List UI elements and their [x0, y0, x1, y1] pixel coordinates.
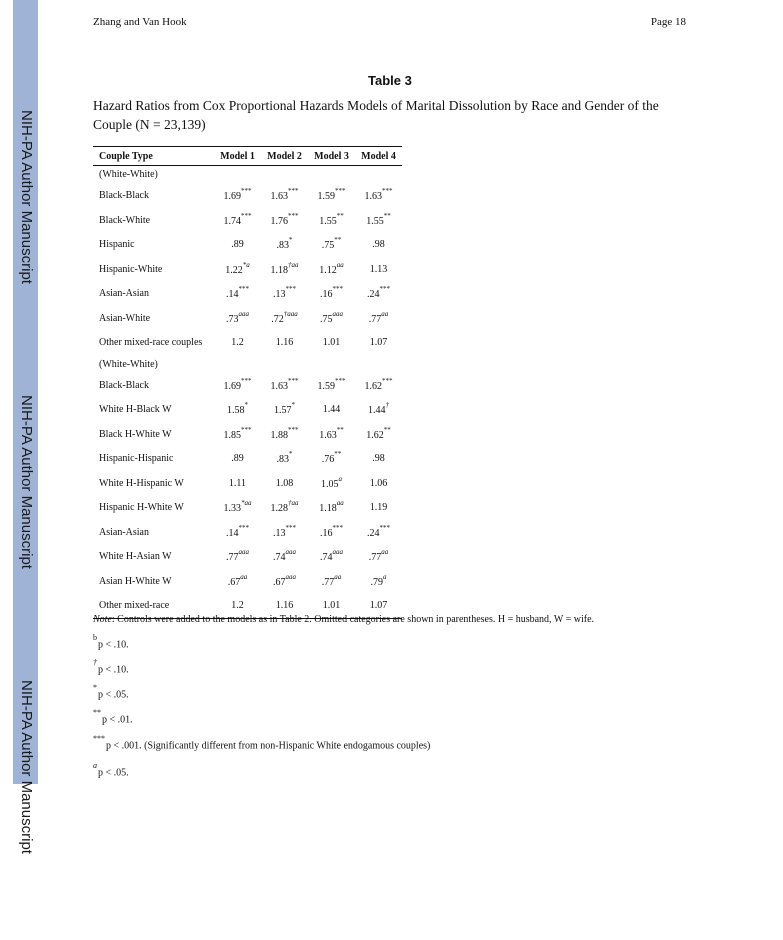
significance-marker: aa: [240, 572, 248, 581]
hazard-ratio-value: 1.33: [223, 503, 241, 515]
significance-marker: aa: [336, 499, 344, 508]
model-2-cell: [261, 306, 308, 331]
hazard-ratio-value: .77: [368, 552, 382, 564]
hazard-ratio-value: 1.44: [322, 404, 341, 416]
hazard-ratio-value: 1.85: [223, 429, 241, 441]
note-label: Note: [93, 614, 112, 625]
model-4-cell: [355, 398, 402, 423]
table-row: [93, 496, 402, 521]
hazard-ratio-value: 1.44: [368, 405, 386, 417]
significance-marker: *aa: [241, 499, 252, 508]
significance-marker: **: [336, 211, 344, 220]
model-2-cell: [261, 496, 308, 521]
model-4-cell: [355, 233, 402, 258]
hazard-ratio-value: 1.55: [366, 215, 384, 227]
couple-type-cell: Asian-White: [99, 312, 151, 324]
model-2-cell: [261, 166, 308, 184]
table-header-row: [93, 147, 402, 166]
couple-type-cell: (White-White): [99, 169, 158, 181]
significance-marker: †aa: [288, 260, 299, 269]
header-model-1: Model 1: [220, 150, 255, 162]
table-label: Table 3: [368, 73, 412, 88]
hazard-ratio-value: 1.12: [319, 264, 337, 276]
model-2-cell: [261, 520, 308, 545]
footnote: [93, 734, 431, 752]
significance-marker: aaa: [285, 572, 296, 581]
couple-type-cell: Asian-Asian: [99, 288, 149, 300]
hazard-ratio-value: .67: [273, 576, 286, 588]
table-row: [93, 422, 402, 447]
hazard-ratio-value: 1.59: [317, 380, 335, 392]
footnote-mark: **: [93, 708, 101, 717]
footnote-text: p < .10.: [98, 639, 129, 651]
model-4-cell: [355, 496, 402, 521]
table-row: [93, 257, 402, 282]
couple-type-cell: White H-Hispanic W: [99, 477, 184, 489]
significance-marker: **: [383, 211, 391, 220]
model-2-cell: [261, 373, 308, 398]
hazard-ratio-value: 1.05: [321, 478, 339, 490]
model-4-cell: [355, 471, 402, 496]
significance-marker: ***: [288, 425, 299, 434]
model-2-cell: [261, 398, 308, 423]
footnote-mark: a: [93, 761, 97, 770]
footnote-text: p < .001. (Significantly different from non-Hispanic White endogamous couples): [106, 740, 431, 752]
table-row: [93, 355, 402, 373]
hazard-ratio-value: .77: [368, 313, 382, 325]
model-4-cell: [355, 545, 402, 570]
table-row: [93, 306, 402, 331]
model-2-cell: [261, 545, 308, 570]
hazard-ratio-value: 1.11: [228, 477, 247, 489]
model-3-cell: [308, 184, 355, 209]
significance-marker: ***: [241, 425, 252, 434]
significance-marker: *a: [242, 260, 250, 269]
running-head: Zhang and Van Hook: [93, 16, 187, 28]
table-row: [93, 282, 402, 307]
model-1-cell: [214, 306, 261, 331]
model-1-cell: [214, 331, 261, 356]
table-container: [93, 146, 402, 619]
couple-type-cell: Black-Black: [99, 190, 149, 202]
significance-marker: ***: [241, 187, 252, 196]
couple-type-cell: Black-Black: [99, 379, 149, 391]
couple-type-cell: Black-White: [99, 214, 151, 226]
model-1-cell: [214, 447, 261, 472]
hazard-ratio-value: .16: [320, 527, 333, 539]
significance-marker: aaa: [332, 548, 343, 557]
couple-type-cell: Hispanic H-White W: [99, 502, 184, 514]
hazard-ratio-value: 1.18: [270, 264, 288, 276]
hazard-ratio-value: 1.06: [369, 477, 388, 489]
significance-marker: ***: [335, 187, 346, 196]
significance-marker: ***: [379, 285, 390, 294]
significance-marker: aa: [381, 309, 389, 318]
model-3-cell: [308, 257, 355, 282]
model-3-cell: [308, 306, 355, 331]
hazard-ratio-value: .75: [320, 313, 333, 325]
footnote: [93, 761, 129, 779]
table-row: [93, 166, 402, 184]
hazard-ratio-value: .67: [227, 576, 241, 588]
couple-type-cell: Asian H-White W: [99, 575, 172, 587]
hazard-ratio-value: .24: [367, 527, 380, 539]
significance-marker: a: [383, 572, 387, 581]
couple-type-cell: Hispanic: [99, 239, 135, 251]
model-4-cell: [355, 355, 402, 373]
note-text: : Controls were added to the models as in Table 2. Omitted categories are shown in parentheses. H = husband, W = wife.: [111, 614, 595, 625]
hazard-ratio-value: 1.22: [225, 264, 243, 276]
hazard-ratio-value: 1.16: [275, 600, 294, 611]
significance-marker: *: [289, 236, 293, 245]
model-1-cell: [214, 496, 261, 521]
significance-marker: †aa: [288, 499, 299, 508]
hazard-ratio-value: 1.63: [270, 191, 288, 203]
significance-marker: ***: [288, 376, 299, 385]
hazard-ratio-value: 1.57: [274, 405, 292, 417]
table-row: [93, 545, 402, 570]
model-3-cell: [308, 208, 355, 233]
model-3-cell: [308, 569, 355, 594]
significance-marker: a: [338, 474, 342, 483]
hazard-ratio-value: .83: [276, 454, 289, 466]
hazard-ratio-value: 1.62: [364, 380, 382, 392]
significance-marker: ***: [379, 523, 390, 532]
hazard-ratio-value: .83: [276, 240, 289, 252]
couple-type-cell: White H-Black W: [99, 404, 172, 416]
hazard-ratio-value: 1.13: [369, 263, 388, 275]
hazard-ratio-value: .98: [372, 239, 385, 251]
model-1-cell: [214, 233, 261, 258]
table-row: [93, 184, 402, 209]
footnote-mark: b: [93, 633, 97, 642]
significance-marker: ***: [241, 376, 252, 385]
couple-type-cell: Hispanic-White: [99, 263, 163, 275]
header-model-2: Model 2: [267, 150, 302, 162]
hazard-ratio-value: .14: [226, 527, 239, 539]
hazard-ratio-value: 1.07: [369, 337, 388, 349]
hazard-ratio-value: .73: [226, 313, 239, 325]
model-2-cell: [261, 184, 308, 209]
significance-marker: ***: [335, 376, 346, 385]
hazard-ratio-value: 1.01: [322, 337, 341, 349]
hazard-ratio-table: [93, 146, 402, 619]
significance-marker: **: [336, 425, 344, 434]
model-1-cell: [214, 355, 261, 373]
model-4-cell: [355, 520, 402, 545]
hazard-ratio-value: 1.01: [322, 600, 341, 611]
significance-marker: ***: [288, 187, 299, 196]
hazard-ratio-value: 1.63: [270, 380, 288, 392]
hazard-ratio-value: 1.18: [319, 503, 337, 515]
model-3-cell: [308, 520, 355, 545]
couple-type-cell: Other mixed-race: [99, 600, 170, 611]
hazard-ratio-value: 1.16: [275, 337, 294, 349]
model-2-cell: [261, 471, 308, 496]
header-couple-type: Couple Type: [99, 150, 153, 162]
table-note: [93, 614, 713, 625]
significance-marker: †aaa: [283, 309, 298, 318]
hazard-ratio-value: 1.62: [366, 429, 384, 441]
model-3-cell: [308, 373, 355, 398]
footnote: [93, 633, 129, 651]
table-row: [93, 471, 402, 496]
model-2-cell: [261, 208, 308, 233]
hazard-ratio-value: .72: [271, 313, 284, 325]
table-row: [93, 373, 402, 398]
model-3-cell: [308, 331, 355, 356]
footnote-text: p < .10.: [98, 664, 129, 676]
model-2-cell: [261, 447, 308, 472]
model-1-cell: [214, 569, 261, 594]
hazard-ratio-value: .89: [231, 239, 244, 251]
significance-marker: ***: [382, 376, 393, 385]
table-row: [93, 233, 402, 258]
hazard-ratio-value: .16: [320, 289, 333, 301]
significance-marker: *: [244, 401, 248, 410]
table-row: [93, 520, 402, 545]
significance-marker: ***: [238, 285, 249, 294]
model-1-cell: [214, 184, 261, 209]
hazard-ratio-value: .74: [273, 552, 286, 564]
table-row: [93, 569, 402, 594]
table-body: [93, 166, 402, 619]
hazard-ratio-value: .74: [320, 552, 333, 564]
model-3-cell: [308, 233, 355, 258]
sidebar-label-2: NIH-PA Author Manuscript: [18, 395, 35, 569]
model-2-cell: [261, 282, 308, 307]
model-1-cell: [214, 373, 261, 398]
model-3-cell: [308, 471, 355, 496]
model-3-cell: [308, 355, 355, 373]
hazard-ratio-value: 1.2: [231, 337, 244, 349]
sidebar-label-1: NIH-PA Author Manuscript: [18, 110, 35, 284]
hazard-ratio-value: 1.63: [319, 429, 337, 441]
hazard-ratio-value: 1.69: [223, 380, 241, 392]
table-row: [93, 331, 402, 356]
table-row: [93, 447, 402, 472]
hazard-ratio-value: .13: [273, 527, 286, 539]
hazard-ratio-value: 1.55: [319, 215, 337, 227]
model-1-cell: [214, 520, 261, 545]
hazard-ratio-value: .79: [370, 576, 383, 588]
page-number: Page 18: [650, 16, 686, 28]
hazard-ratio-value: 1.76: [270, 215, 288, 227]
footnote-mark: †: [93, 658, 97, 667]
model-4-cell: [355, 373, 402, 398]
hazard-ratio-value: 1.69: [223, 191, 241, 203]
model-3-cell: [308, 398, 355, 423]
model-3-cell: [308, 166, 355, 184]
model-4-cell: [355, 306, 402, 331]
model-2-cell: [261, 331, 308, 356]
hazard-ratio-value: .13: [273, 289, 286, 301]
model-1-cell: [214, 166, 261, 184]
model-4-cell: [355, 184, 402, 209]
hazard-ratio-value: 1.63: [364, 191, 382, 203]
footnote-text: p < .01.: [102, 714, 133, 726]
hazard-ratio-value: 1.88: [270, 429, 288, 441]
model-3-cell: [308, 545, 355, 570]
model-1-cell: [214, 471, 261, 496]
couple-type-cell: (White-White): [99, 358, 158, 370]
couple-type-cell: Black H-White W: [99, 428, 172, 440]
couple-type-cell: Asian-Asian: [99, 526, 149, 538]
model-1-cell: [214, 208, 261, 233]
couple-type-cell: Other mixed-race couples: [99, 337, 203, 349]
footnote: [93, 658, 129, 676]
model-4-cell: [355, 257, 402, 282]
significance-marker: *: [289, 450, 293, 459]
model-1-cell: [214, 422, 261, 447]
model-2-cell: [261, 257, 308, 282]
model-3-cell: [308, 422, 355, 447]
significance-marker: ***: [285, 523, 296, 532]
hazard-ratio-value: 1.59: [317, 191, 335, 203]
hazard-ratio-value: .89: [231, 453, 244, 465]
model-2-cell: [261, 422, 308, 447]
model-4-cell: [355, 569, 402, 594]
significance-marker: ***: [241, 211, 252, 220]
hazard-ratio-value: 1.07: [369, 600, 388, 611]
hazard-ratio-value: .75: [321, 240, 335, 252]
footnote-text: p < .05.: [98, 689, 129, 701]
header-model-3: Model 3: [314, 150, 349, 162]
significance-marker: ***: [382, 187, 393, 196]
hazard-ratio-value: .77: [226, 552, 239, 564]
hazard-ratio-value: 1.08: [275, 477, 294, 489]
significance-marker: ***: [332, 285, 343, 294]
model-4-cell: [355, 422, 402, 447]
significance-marker: aa: [336, 260, 344, 269]
model-3-cell: [308, 496, 355, 521]
table-row: [93, 398, 402, 423]
significance-marker: ***: [238, 523, 249, 532]
hazard-ratio-value: .98: [372, 453, 385, 465]
model-1-cell: [214, 282, 261, 307]
model-3-cell: [308, 282, 355, 307]
significance-marker: **: [383, 425, 391, 434]
significance-marker: aaa: [238, 309, 249, 318]
sidebar-label-3: NIH-PA Author Manuscript: [18, 680, 35, 854]
hazard-ratio-value: 1.74: [223, 215, 241, 227]
hazard-ratio-value: 1.2: [231, 600, 244, 611]
model-1-cell: [214, 398, 261, 423]
hazard-ratio-value: .14: [226, 289, 239, 301]
hazard-ratio-value: 1.19: [369, 502, 388, 514]
model-4-cell: [355, 282, 402, 307]
footnote-mark: *: [93, 683, 97, 692]
model-2-cell: [261, 233, 308, 258]
significance-marker: **: [334, 450, 342, 459]
model-1-cell: [214, 257, 261, 282]
model-3-cell: [308, 447, 355, 472]
header-model-4: Model 4: [361, 150, 396, 162]
footnote: [93, 683, 129, 701]
table-caption: Hazard Ratios from Cox Proportional Hazards Models of Marital Dissolution by Race and Gender of the Couple (N = 23,139): [93, 98, 659, 132]
significance-marker: ***: [332, 523, 343, 532]
significance-marker: aa: [334, 572, 342, 581]
hazard-ratio-value: .24: [367, 289, 380, 301]
footnote: [93, 708, 133, 726]
footnote-text: p < .05.: [98, 767, 129, 779]
hazard-ratio-value: .76: [321, 454, 335, 466]
significance-marker: **: [334, 236, 342, 245]
hazard-ratio-value: 1.58: [227, 405, 245, 417]
model-4-cell: [355, 208, 402, 233]
model-2-cell: [261, 355, 308, 373]
model-1-cell: [214, 545, 261, 570]
significance-marker: †: [385, 401, 389, 410]
significance-marker: aaa: [332, 309, 343, 318]
model-4-cell: [355, 331, 402, 356]
couple-type-cell: White H-Asian W: [99, 551, 172, 563]
significance-marker: ***: [288, 211, 299, 220]
table-row: [93, 208, 402, 233]
significance-marker: aaa: [238, 548, 249, 557]
hazard-ratio-value: 1.28: [270, 503, 288, 515]
footnote-mark: ***: [93, 734, 105, 743]
couple-type-cell: Hispanic-Hispanic: [99, 453, 174, 465]
model-4-cell: [355, 166, 402, 184]
significance-marker: aaa: [285, 548, 296, 557]
significance-marker: *: [291, 401, 295, 410]
hazard-ratio-value: .77: [321, 576, 335, 588]
model-2-cell: [261, 569, 308, 594]
significance-marker: ***: [285, 285, 296, 294]
model-4-cell: [355, 447, 402, 472]
significance-marker: aa: [381, 548, 389, 557]
